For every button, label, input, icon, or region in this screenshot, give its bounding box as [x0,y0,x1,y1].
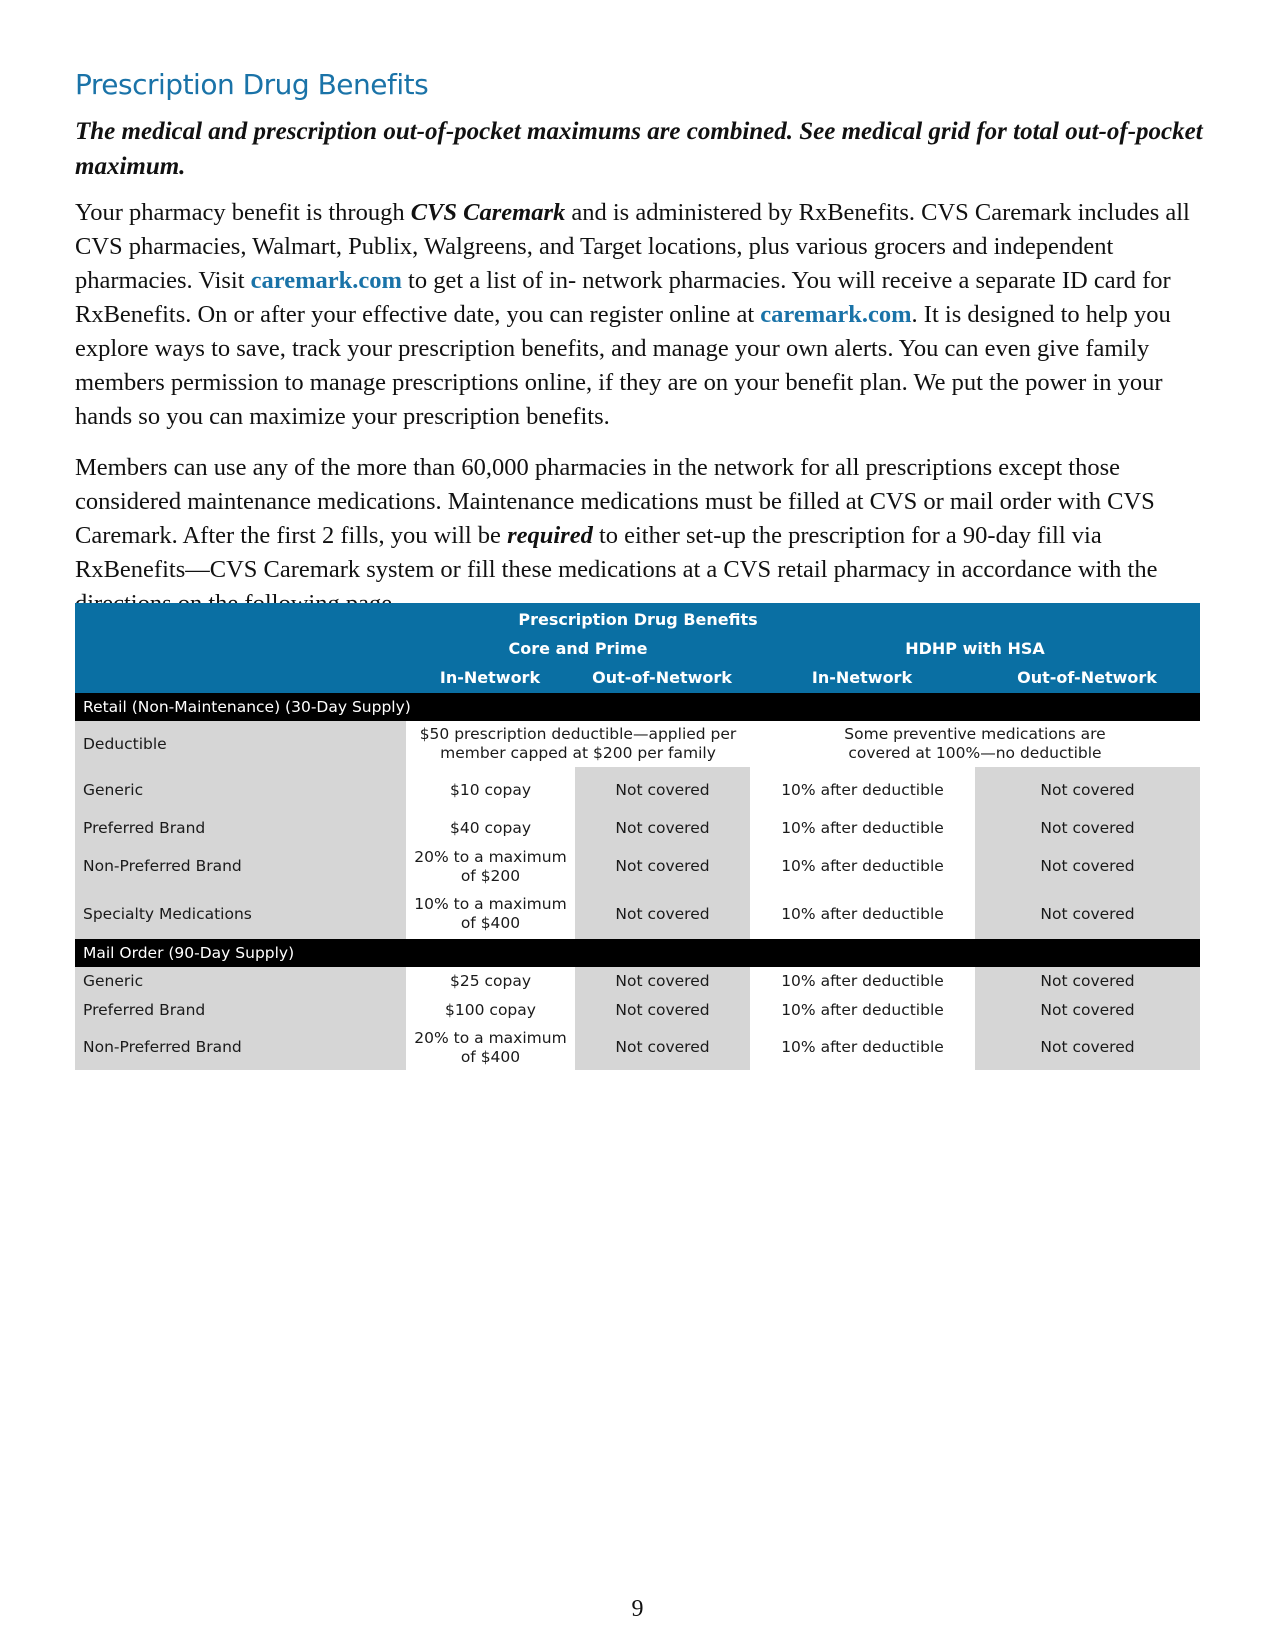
cell-core-out-of-network: Not covered [575,844,750,889]
cell-hdhp-out-of-network: Not covered [975,767,1200,813]
cell-core-out-of-network: Not covered [575,813,750,844]
cell-core-out-of-network: Not covered [575,967,750,996]
table-title: Prescription Drug Benefits [518,610,758,629]
maintenance-medications-paragraph [75,451,1215,621]
cell-core-in-network [406,1025,575,1070]
caremark-link[interactable]: caremark.com [250,267,402,294]
column-header-in-network: In-Network [439,668,541,687]
cell-core-out-of-network: Not covered [575,767,750,813]
required-emphasis: required [507,522,593,549]
cell-core-in-network [406,967,575,996]
cell-hdhp-in-network: 10% after deductible [750,767,975,813]
cell-hdhp-in-network: 10% after deductible [750,996,975,1025]
cvs-caremark-emphasis: CVS Caremark [410,199,566,226]
page-number: 9 [631,1596,644,1622]
cell-core-out-of-network: Not covered [575,996,750,1025]
section-header-retail: Retail (Non-Maintenance) (30-Day Supply) [75,693,1200,721]
cell-hdhp-out-of-network: Not covered [975,889,1200,939]
row-label: Preferred Brand [75,813,406,844]
cell-hdhp-in-network: 10% after deductible [750,889,975,939]
section-header-mail-order: Mail Order (90-Day Supply) [75,939,1200,967]
row-label: Generic [75,967,406,996]
table-row [75,1025,1200,1070]
row-label: Non-Preferred Brand [75,1025,406,1070]
cell-text: 20% to a maximum [414,1028,567,1047]
table-row [75,767,1200,813]
cell-core-in-network [406,767,575,813]
paragraph-text: to either set-up the prescription for a 90-day fill via RxBenefits—CVS Caremark system or fill these medications at a CVS retail pharmacy in accordance with the [75,522,1158,583]
cell-text: of $400 [460,914,521,932]
paragraph-text: Your pharmacy benefit is through [75,199,411,226]
cell-hdhp-out-of-network: Not covered [975,1025,1200,1070]
cell-text: of $400 [460,1047,521,1066]
table-row [75,813,1200,844]
cell-core-out-of-network: Not covered [575,889,750,939]
cell-text: 20% to a maximum [414,847,567,866]
cell-hdhp-in-network: 10% after deductible [750,967,975,996]
table-row [75,996,1200,1025]
cell-hdhp-in-network: 10% after deductible [750,844,975,889]
cell-hdhp-in-network: 10% after deductible [750,813,975,844]
row-label: Generic [75,767,406,813]
core-deductible-cell [406,721,750,767]
cell-core-out-of-network: Not covered [575,1025,750,1070]
column-header-in-network: In-Network [811,668,913,687]
cell-text: $100 copay [445,1001,536,1019]
plan-hdhp-header: HDHP with HSA [905,639,1045,658]
cell-hdhp-in-network: 10% after deductible [750,1025,975,1070]
cell-text: 10% to a maximum [414,895,567,913]
paragraph-text: Members can use any of the more than 60,000 pharmacies in the network for all prescriptions except those considered maintenance medications. Maintenance medications must be filled at CVS or mail order with CVS Caremark. After the first 2 fills, you will be [75,454,1155,549]
cell-text: $50 prescription deductible—applied per [419,725,737,743]
cell-hdhp-out-of-network: Not covered [975,996,1200,1025]
table-row-deductible [75,721,1200,767]
paragraph-text: to get a list of in- network pharmacies. You will receive a separate ID card for RxBenefits. On or after your effective date, you can register online at [75,267,1171,328]
cell-core-in-network [406,996,575,1025]
table-row [75,844,1200,889]
cell-core-in-network [406,844,575,889]
cell-core-in-network [406,889,575,939]
table-row [75,967,1200,996]
benefits-table [75,603,1200,1070]
cell-text: $40 copay [449,819,532,837]
cell-text: of $200 [460,866,521,885]
pharmacy-benefit-paragraph [75,196,1215,434]
plan-core-prime-header: Core and Prime [508,639,648,658]
cell-hdhp-out-of-network: Not covered [975,844,1200,889]
cell-hdhp-out-of-network: Not covered [975,967,1200,996]
row-label: Preferred Brand [75,996,406,1025]
cell-text: $10 copay [449,780,532,799]
paragraph-text: and is administered by RxBenefits. CVS Caremark includes all CVS pharmacies, Walmart, Publix, Walgreens, and Target locations, plus various grocers and independent pharmacies. Visit [75,199,1190,294]
cell-text: $25 copay [449,972,532,990]
column-header-out-of-network: Out-of-Network [592,668,732,687]
subtitle-note: The medical and prescription out-of-pocket maximums are combined. See medical grid for total out-of-pocket maximum. [75,118,1203,180]
cell-text: covered at 100%—no deductible [848,744,1102,762]
row-label: Non-Preferred Brand [75,844,406,889]
column-header-out-of-network: Out-of-Network [1017,668,1157,687]
row-label: Specialty Medications [75,889,406,939]
paragraph-text: . It is designed to help you explore ways to save, track your prescription benefits, and manage your own alerts. You can even give family members permission to manage prescriptions online, if they are on your benefit plan. We put the power in your hands so you can maximize your prescription benefits. [75,301,1171,430]
table-header [75,603,1200,693]
caremark-register-link[interactable]: caremark.com [760,301,912,328]
cell-text: Some preventive medications are [844,725,1106,743]
row-label: Deductible [75,721,406,767]
cell-text: member capped at $200 per family [440,744,716,762]
cell-core-in-network [406,813,575,844]
cell-hdhp-out-of-network: Not covered [975,813,1200,844]
page-title: Prescription Drug Benefits [75,68,429,101]
table-row [75,889,1200,939]
hdhp-deductible-cell [750,721,1200,767]
